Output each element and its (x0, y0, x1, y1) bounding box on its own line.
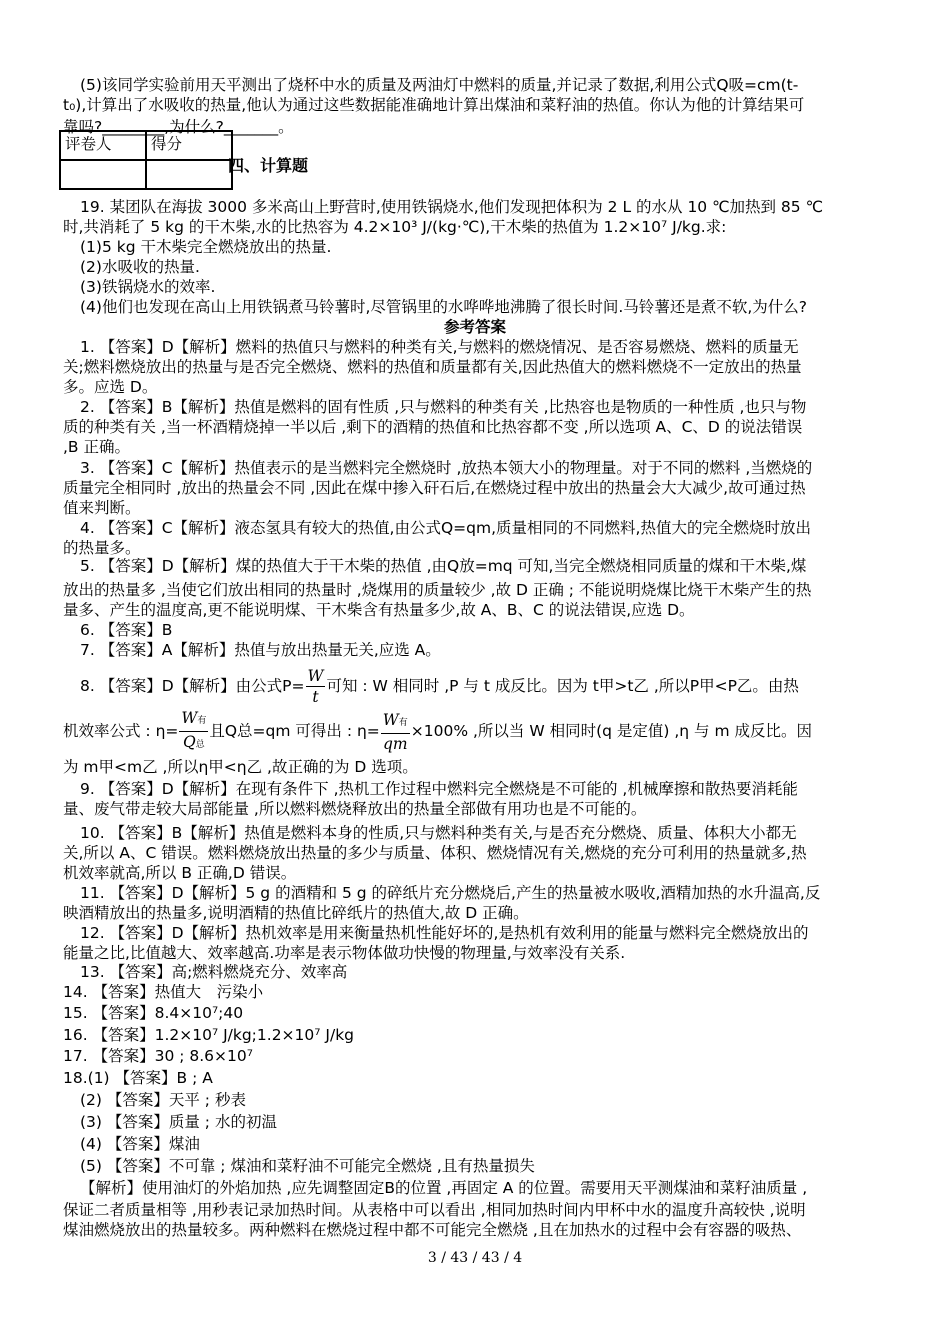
text-line: 的热量多。 (63, 539, 141, 557)
text-line: (5)该同学实验前用天平测出了烧杯中水的质量及两油灯中燃料的质量,并记录了数据,利用公式Q吸=cm(t- (80, 76, 799, 94)
text-line: t₀),计算出了水吸收的热量,他认为通过这些数据能准确地计算出煤油和菜籽油的热值。你认为他的计算结果可 (63, 96, 805, 114)
text-line: 放出的热量多 ,当使它们放出相同的热量时 ,烧煤用的质量较少 ,故 D 正确 ; 不能说明烧煤比烧干木柴产生的热 (63, 581, 812, 599)
text-line: 6. 【答案】B (80, 621, 173, 639)
text-line: 5. 【答案】D【解析】煤的热值大于干木柴的热值 ,由Q放=mq 可知,当完全燃烧相同质量的煤和干木柴,煤 (80, 557, 807, 575)
text-line: (4) 【答案】煤油 (80, 1135, 200, 1153)
subscript: 总 (195, 740, 205, 750)
reviewer-cell (60, 160, 146, 189)
text-line: 量多、产生的温度高,更不能说明煤、干木柴含有热量多少,故 A、B、C 的说法错误,应选 D。 (63, 601, 695, 619)
text-line: 关;燃料燃烧放出的热量与是否完全燃烧、燃料的热值和质量都有关,因此热值大的燃料燃烧不一定放出的热量 (63, 358, 802, 376)
text-line: 10. 【答案】B【解析】热值是燃料本身的性质,只与燃料种类有关,与是否充分燃烧、质量、体积大小都无 (80, 824, 797, 842)
text-line: 4. 【答案】C【解析】液态氢具有较大的热值,由公式Q=qm,质量相同的不同燃料,热值大的完全燃烧时放出 (80, 519, 811, 537)
text-line: (3)铁锅烧水的效率. (80, 278, 216, 296)
answer-8-line-1 (80, 666, 799, 707)
text-line: 13. 【答案】高;燃料燃烧充分、效率高 (80, 963, 348, 981)
text-line: 靠吗?________,为什么?_______。 (63, 118, 294, 136)
text-line: 为 m甲<m乙 ,所以η甲<η乙 ,故正确的为 D 选项。 (63, 758, 418, 776)
text-line: 14. 【答案】热值大 污染小 (63, 983, 264, 1001)
numerator: W (307, 667, 324, 685)
section-title: 四、计算题 (228, 156, 309, 175)
score-table (59, 130, 233, 190)
text-line: 保证二者质量相等 ,用秒表记录加热时间。从表格中可以看出 ,相同加热时间内甲杯中水的温度升高较快 ,说明 (63, 1201, 806, 1219)
text-line: 映酒精放出的热量多,说明酒精的热值比碎纸片的热值大,故 D 正确。 (63, 904, 529, 922)
text-line: 质量完全相同时 ,放出的热量会不同 ,因此在煤中掺入矸石后,在燃烧过程中放出的热量会大大减少,故可通过热 (63, 479, 806, 497)
text-line: 17. 【答案】30 ; 8.6×10⁷ (63, 1047, 253, 1065)
denominator: t (312, 688, 319, 706)
text-line: 煤油燃烧放出的热量较多。两种燃料在燃烧过程中都不可能完全燃烧 ,且在加热水的过程中会有容器的吸热、 (63, 1221, 802, 1239)
reviewer-header: 评卷人 (60, 131, 146, 160)
text-line: 值来判断。 (63, 499, 141, 517)
text-line: 【解析】使用油灯的外焰加热 ,应先调整固定B的位置 ,再固定 A 的位置。需要用天平测煤油和菜籽油质量 , (80, 1179, 808, 1197)
text-line: 12. 【答案】D【解析】热机效率是用来衡量热机性能好坏的,是热机有效利用的能量与燃料完全燃烧放出的 (80, 924, 809, 942)
page-footer: 3 / 43 / 43 / 4 (427, 1250, 523, 1266)
text-line: (2) 【答案】天平 ; 秒表 (80, 1091, 246, 1109)
answers-title: 参考答案 (443, 318, 506, 336)
text-line: 时,共消耗了 5 kg 的干木柴,水的比热容为 4.2×10³ J/(kg·℃),干木柴的热值为 1.2×10⁷ J/kg.求: (63, 218, 727, 236)
text-line: (4)他们也发现在高山上用铁锅煮马铃薯时,尽管锅里的水哗哗地沸腾了很长时间.马铃薯还是煮不软,为什么? (80, 298, 807, 316)
text-line: 9. 【答案】D【解析】在现有条件下 ,热机工作过程中燃料完全燃烧是不可能的 ,机械摩擦和散热要消耗能 (80, 780, 798, 798)
text-line: (1)5 kg 干木柴完全燃烧放出的热量. (80, 238, 332, 256)
text-line: 机效率就高,所以 B 正确,D 错误。 (63, 864, 297, 882)
subscript: 有 (398, 717, 408, 728)
efficiency-fraction-2 (381, 710, 410, 754)
text-line: 11. 【答案】D【解析】5 g 的酒精和 5 g 的碎纸片充分燃烧后,产生的热量被水吸收,酒精加热的水升温高,反 (80, 884, 821, 902)
text-line: 1. 【答案】D【解析】燃料的热值只与燃料的种类有关,与燃料的燃烧情况、是否容易燃烧、燃料的质量无 (80, 338, 799, 356)
text-line: 质的种类有关 ,当一杯酒精烧掉一半以后 ,剩下的酒精的热值和比热容都不变 ,所以选项 A、C、D 的说法错误 (63, 418, 803, 436)
score-header: 得分 (146, 131, 232, 160)
text: ×100% ,所以当 W 相同时(q 是定值) ,η 与 m 成反比。因 (410, 722, 813, 740)
score-cell (146, 160, 232, 189)
text: 且Q总=qm 可得出 : η= (209, 722, 380, 740)
text-line: (5) 【答案】不可靠 ; 煤油和菜籽油不可能完全燃烧 ,且有热量损失 (80, 1157, 535, 1175)
numerator: W (181, 709, 198, 727)
answer-8-line-2 (63, 708, 812, 755)
text-line: 15. 【答案】8.4×10⁷;40 (63, 1004, 244, 1022)
text-line: 7. 【答案】A【解析】热值与放出热量无关,应选 A。 (80, 641, 441, 659)
text-line: 2. 【答案】B【解析】热值是燃料的固有性质 ,只与燃料的种类有关 ,比热容也是物质的一种性质 ,也只与物 (80, 398, 807, 416)
text: 8. 【答案】D【解析】由公式P= (80, 677, 305, 695)
text-line: (2)水吸收的热量. (80, 258, 200, 276)
text-line: (3) 【答案】质量 ; 水的初温 (80, 1113, 277, 1131)
text-line: 18.(1) 【答案】B ; A (63, 1069, 213, 1087)
text-line: 19. 某团队在海拔 3000 多米高山上野营时,使用铁锅烧水,他们发现把体积为 2 L 的水从 10 ℃加热到 85 ℃ (80, 198, 823, 216)
power-fraction (306, 666, 326, 707)
text-line: 量、废气带走较大局部能量 ,所以燃料燃烧释放出的热量全部做有用功也是不可能的。 (63, 800, 647, 818)
denominator: Q (183, 733, 196, 751)
text-line: 16. 【答案】1.2×10⁷ J/kg;1.2×10⁷ J/kg (63, 1026, 355, 1044)
denominator: qm (382, 734, 408, 753)
efficiency-fraction (179, 708, 208, 755)
text: 机效率公式 : η= (63, 722, 179, 740)
text-line: 多。应选 D。 (63, 378, 158, 396)
text-line: 关,所以 A、C 错误。燃料燃烧放出热量的多少与质量、体积、燃烧情况有关,燃烧的充分可利用的热量就多,热 (63, 844, 807, 862)
subscript: 有 (197, 716, 207, 726)
numerator: W (382, 710, 399, 729)
text: 可知 : W 相同时 ,P 与 t 成反比。因为 t甲>t乙 ,所以P甲<P乙。由热 (326, 677, 799, 695)
text-line: 3. 【答案】C【解析】热值表示的是当燃料完全燃烧时 ,放热本领大小的物理量。对于不同的燃料 ,当燃烧的 (80, 459, 813, 477)
text-line: ,B 正确。 (63, 438, 130, 456)
text-line: 能量之比,比值越大、效率越高.功率是表示物体做功快慢的物理量,与效率没有关系. (63, 944, 626, 962)
